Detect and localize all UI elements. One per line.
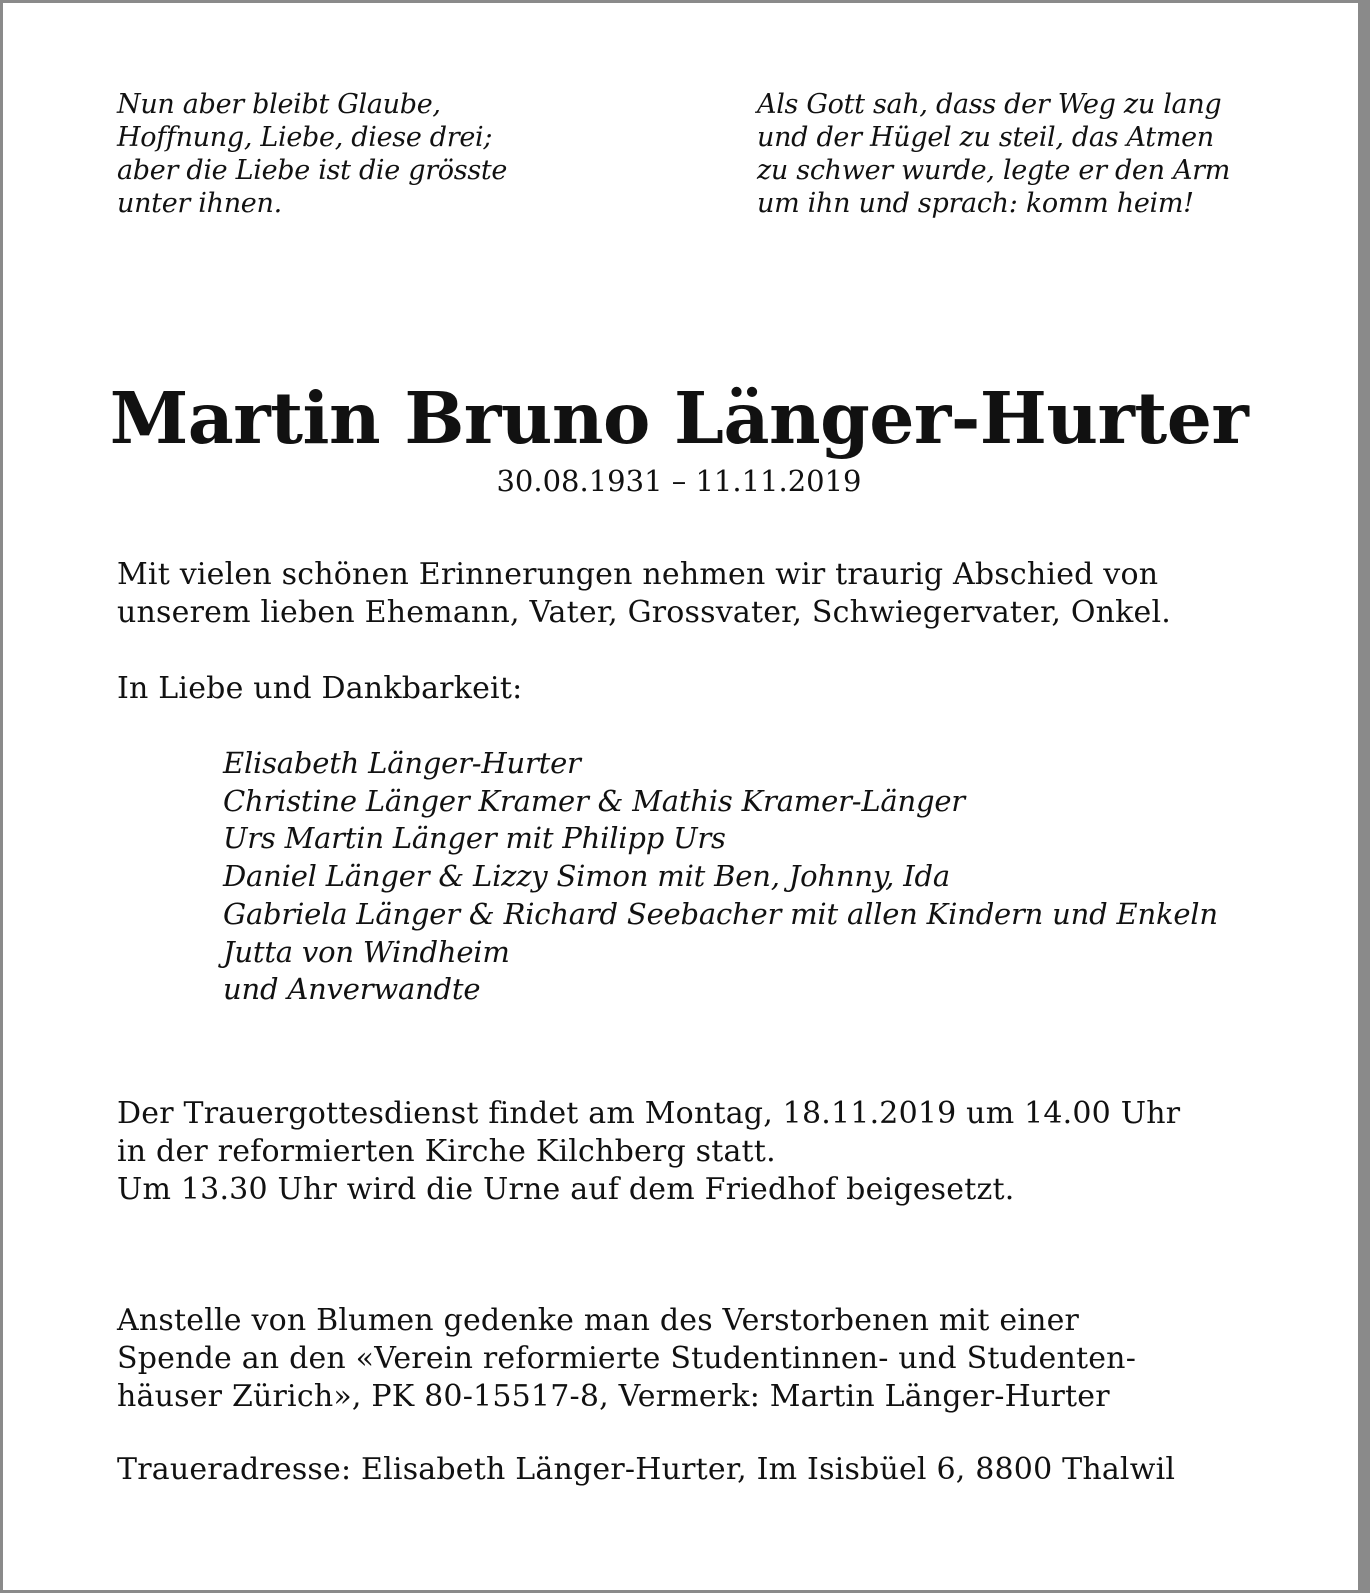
quote-right [757,88,1230,220]
donation-line: Anstelle von Blumen gedenke man des Verstorbenen mit einer [117,1303,1080,1338]
intro-line: Mit vielen schönen Erinnerungen nehmen wir traurig Abschied von [117,557,1159,592]
mourner-entry: Urs Martin Länger mit Philipp Urs [223,821,726,856]
donation-info [117,1302,1136,1416]
quote-left-line: unter ihnen. [117,188,282,219]
mourner-entry: Gabriela Länger & Richard Seebacher mit allen Kindern und Enkeln [223,896,1218,931]
quote-left-line: Nun aber bleibt Glaube, [117,89,441,120]
quote-left [117,88,507,220]
donation-line: häuser Zürich», PK 80-15517-8, Vermerk: Martin Länger-Hurter [117,1379,1110,1414]
service-line: Der Trauergottesdienst findet am Montag, 18.11.2019 um 14.00 Uhr [117,1096,1181,1131]
service-info [117,1095,1180,1209]
quote-right-line: und der Hügel zu steil, das Atmen [757,122,1214,153]
service-line: Um 13.30 Uhr wird die Urne auf dem Friedhof beigesetzt. [117,1172,1015,1207]
quote-right-line: Als Gott sah, dass der Weg zu lang [757,89,1222,120]
mourner-entry: Christine Länger Kramer & Mathis Kramer-Länger [223,783,965,818]
mourner-entry: Daniel Länger & Lizzy Simon mit Ben, Johnny, Ida [223,859,950,894]
mourning-address: Traueradresse: Elisabeth Länger-Hurter, Im Isisbüel 6, 8800 Thalwil [117,1452,1176,1487]
dedication-text: In Liebe und Dankbarkeit: [117,671,523,706]
quote-left-line: Hoffnung, Liebe, diese drei; [117,122,493,153]
mourner-entry: Jutta von Windheim [223,934,510,969]
service-line: in der reformierten Kirche Kilchberg statt. [117,1134,776,1169]
quote-right-line: um ihn und sprach: komm heim! [757,188,1194,219]
quote-left-line: aber die Liebe ist die grösste [117,155,508,186]
deceased-name: Martin Bruno Länger-Hurter [109,376,1249,460]
mourner-entry: Elisabeth Länger-Hurter [223,746,581,780]
mourner-entry: und Anverwandte [223,972,481,1007]
quote-right-line: zu schwer wurde, legte er den Arm [757,155,1231,186]
life-dates: 30.08.1931 – 11.11.2019 [496,464,862,498]
mourners-list [223,745,1218,1009]
donation-line: Spende an den «Verein reformierte Studentinnen- und Studenten- [117,1341,1137,1376]
intro-text [117,556,1171,632]
intro-line: unserem lieben Ehemann, Vater, Grossvater, Schwiegervater, Onkel. [117,595,1172,630]
